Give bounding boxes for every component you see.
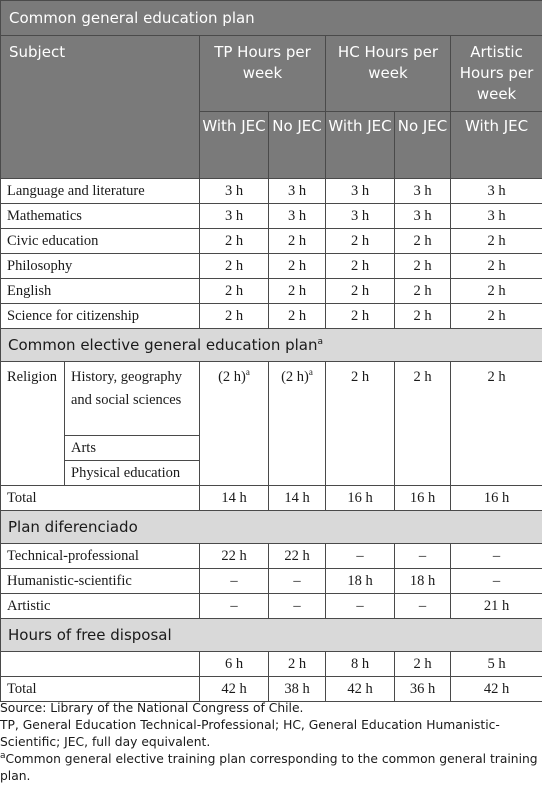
cell-hc-with: 2 h <box>326 279 395 304</box>
section-diff-title: Plan diferenciado <box>1 511 542 544</box>
cell-artistic: 2 h <box>451 362 542 486</box>
cell-tp-with: – <box>200 594 269 619</box>
cell-tp-no: – <box>269 569 326 594</box>
cell-hc-with: – <box>326 594 395 619</box>
table-row <box>1 594 542 619</box>
row-subject: Humanistic-scientific <box>1 569 200 594</box>
elective-subject: Arts <box>65 436 200 461</box>
cell-hc-with: 2 h <box>326 254 395 279</box>
cell-artistic: 2 h <box>451 304 542 329</box>
row-subject: Mathematics <box>1 204 200 229</box>
header-tp-with-jec: With JEC <box>200 112 269 179</box>
cell-artistic: 2 h <box>451 254 542 279</box>
cell-hc-with: 2 h <box>326 229 395 254</box>
cell-hc-with: 42 h <box>326 677 395 702</box>
row-subject: Technical-professional <box>1 544 200 569</box>
cell-hc-no: 36 h <box>395 677 451 702</box>
header-artistic: Artistic Hours per week <box>451 36 542 112</box>
row-subject <box>1 652 200 677</box>
cell-tp-no <box>269 362 326 486</box>
cell-tp-no: 2 h <box>269 229 326 254</box>
cell-artistic: – <box>451 544 542 569</box>
header-tp-no-jec: No JEC <box>269 112 326 179</box>
cell-tp-with: 6 h <box>200 652 269 677</box>
row-subject: Science for citizenship <box>1 304 200 329</box>
header-tp: TP Hours per week <box>200 36 326 112</box>
religion-cell: Religion <box>1 362 65 486</box>
footnote-marker: a <box>245 367 250 378</box>
cell-hc-no: 2 h <box>395 229 451 254</box>
cell-tp-with: – <box>200 569 269 594</box>
source-note: Source: Library of the National Congress of Chile. <box>0 701 304 715</box>
cell-hc-no: 2 h <box>395 652 451 677</box>
cell-hc-with: 16 h <box>326 486 395 511</box>
cell-tp-no: 2 h <box>269 279 326 304</box>
table-row <box>1 279 542 304</box>
cell-tp-with: 2 h <box>200 254 269 279</box>
cell-tp-with: 3 h <box>200 204 269 229</box>
cell-hc-with: 18 h <box>326 569 395 594</box>
header-hc: HC Hours per week <box>326 36 451 112</box>
cell-tp-no: 2 h <box>269 304 326 329</box>
table-row-total <box>1 486 542 511</box>
cell-artistic: 5 h <box>451 652 542 677</box>
elective-subject: History, geography and social sciences <box>65 362 200 436</box>
cell-artistic: 42 h <box>451 677 542 702</box>
cell-tp-no: 2 h <box>269 254 326 279</box>
row-subject: Artistic <box>1 594 200 619</box>
cell-tp-no: 22 h <box>269 544 326 569</box>
footnote-marker: a <box>0 750 6 761</box>
table-title: Common general education plan <box>1 1 542 36</box>
cell-hc-no: 2 h <box>395 362 451 486</box>
row-subject: English <box>1 279 200 304</box>
table-row <box>1 229 542 254</box>
row-subject: Philosophy <box>1 254 200 279</box>
section-free-title: Hours of free disposal <box>1 619 542 652</box>
cell-tp-with: 3 h <box>200 179 269 204</box>
header-artistic-with-jec: With JEC <box>451 112 542 179</box>
table-row <box>1 569 542 594</box>
cell-artistic: 3 h <box>451 204 542 229</box>
cell-hc-no: 16 h <box>395 486 451 511</box>
table-row-total <box>1 677 542 702</box>
cell-hc-no: – <box>395 594 451 619</box>
elective-subject: Physical education <box>65 461 200 486</box>
footnote-marker: a <box>308 367 313 378</box>
cell-tp-with: 2 h <box>200 229 269 254</box>
cell-hc-with: – <box>326 544 395 569</box>
cell-hc-with: 3 h <box>326 204 395 229</box>
cell-tp-no: 14 h <box>269 486 326 511</box>
cell-hc-with: 8 h <box>326 652 395 677</box>
cell-artistic: 2 h <box>451 279 542 304</box>
cell-tp-no: 2 h <box>269 652 326 677</box>
cell-tp-with: 2 h <box>200 279 269 304</box>
table-row <box>1 652 542 677</box>
header-subject: Subject <box>1 36 200 179</box>
total-label: Total <box>1 486 200 511</box>
table-row <box>1 304 542 329</box>
abbreviations-note: TP, General Education Technical-Professional; HC, General Education Humanistic-Scientific; JEC, full day equivalent. <box>0 718 500 749</box>
cell-tp-no: 3 h <box>269 179 326 204</box>
row-subject: Language and literature <box>1 179 200 204</box>
header-hc-no-jec: No JEC <box>395 112 451 179</box>
cell-tp-with <box>200 362 269 486</box>
elective-tp-no-value: (2 h) <box>281 369 309 385</box>
cell-tp-no: – <box>269 594 326 619</box>
elective-tp-with-value: (2 h) <box>218 369 246 385</box>
cell-hc-no: 2 h <box>395 279 451 304</box>
table-row <box>1 254 542 279</box>
cell-tp-with: 22 h <box>200 544 269 569</box>
cell-artistic: 3 h <box>451 179 542 204</box>
cell-hc-no: 2 h <box>395 254 451 279</box>
header-hc-with-jec: With JEC <box>326 112 395 179</box>
cell-hc-no: 3 h <box>395 179 451 204</box>
total-label: Total <box>1 677 200 702</box>
row-subject: Civic education <box>1 229 200 254</box>
table-row <box>1 204 542 229</box>
cell-tp-no: 3 h <box>269 204 326 229</box>
cell-hc-with: 3 h <box>326 179 395 204</box>
cell-tp-with: 42 h <box>200 677 269 702</box>
cell-hc-with: 2 h <box>326 304 395 329</box>
cell-hc-no: 2 h <box>395 304 451 329</box>
cell-tp-no: 38 h <box>269 677 326 702</box>
cell-tp-with: 14 h <box>200 486 269 511</box>
cell-artistic: 21 h <box>451 594 542 619</box>
footnote-a <box>0 751 542 785</box>
footnote-marker: a <box>317 337 324 347</box>
table-row <box>1 544 542 569</box>
cell-hc-no: 18 h <box>395 569 451 594</box>
cell-hc-no: – <box>395 544 451 569</box>
footnote-text: Common general elective training plan corresponding to the common general training plan. <box>0 752 538 783</box>
table-footer <box>0 700 542 785</box>
cell-hc-no: 3 h <box>395 204 451 229</box>
cell-hc-with: 2 h <box>326 362 395 486</box>
cell-artistic: – <box>451 569 542 594</box>
cell-tp-with: 2 h <box>200 304 269 329</box>
section-elective-title <box>1 329 542 362</box>
section-elective-text: Common elective general education plan <box>8 336 318 354</box>
cell-artistic: 2 h <box>451 229 542 254</box>
table-row <box>1 179 542 204</box>
cell-artistic: 16 h <box>451 486 542 511</box>
